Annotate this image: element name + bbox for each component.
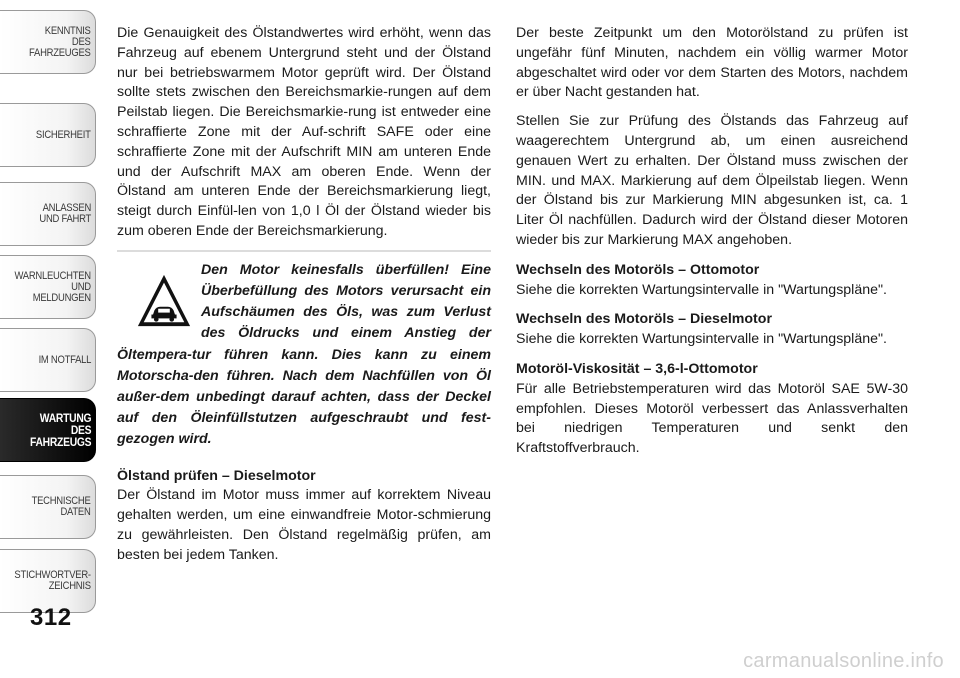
paragraph-check-procedure: Stellen Sie zur Prüfung des Ölstands das Fahrzeug auf waagerechtem Untergrund ab, um einen ausreichend genauen Wert zu erhalten. Der Ölstand muss zwischen der MIN. und MAX. Markierung auf dem Ölpeilstab liegen. Wenn der Ölstand bis zur Markierung MIN abgesunken ist, ca. 1 Liter Öl nachfüllen. Dadurch wird der Ölstand dieser Motoren wieder bis zur Markierung MAX angehoben. bbox=[516, 113, 908, 248]
tab-label: WARNLEUCHTEN UND MELDUNGEN bbox=[14, 269, 91, 304]
tab-label: STICHWORTVER- ZEICHNIS bbox=[14, 569, 91, 592]
tab-anlassen-und-fahrt[interactable] bbox=[0, 182, 96, 246]
section-heading-oil-change-diesel: Wechseln des Motoröls – Dieselmotor bbox=[516, 311, 772, 328]
tab-label: SICHERHEIT bbox=[36, 128, 91, 141]
tab-im-notfall[interactable] bbox=[0, 328, 96, 392]
section-heading-oil-viscosity: Motoröl-Viskosität – 3,6-l-Ottomotor bbox=[516, 360, 758, 377]
section-heading-oil-change-gasoline: Wechseln des Motoröls – Ottomotor bbox=[516, 261, 760, 278]
intro-paragraph: Die Genauigkeit des Ölstandwertes wird erhöht, wenn das Fahrzeug auf ebenem Untergrund steht und der Ölstand nur bei betriebswarmem Motor geprüft wird. Der Ölstand sollte stets zwischen den Bereichsmarkie-rungen auf dem Peilstab liegen. Die Bereichsmarkie-rung ist entweder eine schraffierte Zone mit der Auf-schrift SAFE oder eine schraffierte Zone mit der Aufschrift MIN am unteren Ende und der Aufschrift MAX am oberen Ende. Wenn der Ölstand am unteren Ende der Bereichsmarkierung liegt, steigt durch Einfül-len von 1,0 l Öl der Ölstand wieder bis zum oberen Ende der Bereichsmarkierung. bbox=[117, 25, 491, 239]
tab-wartung-des-fahrzeugs[interactable] bbox=[0, 398, 96, 462]
tab-kenntnis-des-fahrzeuges[interactable] bbox=[0, 10, 96, 74]
tab-label: TECHNISCHE DATEN bbox=[32, 495, 91, 518]
tab-sicherheit[interactable] bbox=[0, 103, 96, 167]
oil-viscosity-text: Für alle Betriebstemperaturen wird das Motoröl SAE 5W-30 empfohlen. Dieses Motoröl verbessert das Anlassverhalten bei niedrigen Temperaturen und senkt den Kraftstoffverbrauch. bbox=[516, 380, 908, 457]
right-column bbox=[516, 24, 908, 459]
section-heading-diesel-check: Ölstand prüfen – Dieselmotor bbox=[117, 467, 316, 484]
chapter-tab-sidebar bbox=[0, 0, 98, 600]
tab-technische-daten[interactable] bbox=[0, 475, 96, 539]
tab-label: IM NOTFALL bbox=[38, 353, 91, 366]
oil-change-diesel-text: Siehe die korrekten Wartungsintervalle in "Wartungspläne". bbox=[516, 331, 887, 348]
page-number: 312 bbox=[30, 604, 72, 631]
diesel-check-text: Der Ölstand im Motor muss immer auf korrektem Niveau gehalten werden, um eine einwandfreie Motor-schmierung zu gewährleisten. Den Ölstand regelmäßig prüfen, am besten bei jedem Tanken. bbox=[117, 487, 491, 563]
warning-triangle-icon bbox=[135, 272, 193, 330]
paragraph-best-time: Der beste Zeitpunkt um den Motorölstand zu prüfen ist ungefähr fünf Minuten, nachdem ein völlig warmer Motor abgeschaltet wird oder vor dem Starten des Motors, nachdem er über Nacht gestanden hat. bbox=[516, 25, 908, 101]
tab-label: ANLASSEN UND FAHRT bbox=[39, 202, 91, 225]
warning-text: Den Motor keinesfalls überfüllen! Eine Überbefüllung des Motors verursacht ein Aufschäumen des Öls, was zum Verlust des Öldrucks und einem Anstieg der Öltempera-tur führen kann. Dies kann zu einem Motorscha-den führen. Nach dem Nachfüllen von Öl außer-dem unbedingt darauf achten, dass der Deckel auf den Öleinfüllstutzen aufgeschraubt und fest-gezogen wird. bbox=[117, 261, 491, 448]
left-column bbox=[117, 24, 491, 566]
watermark: carmanualsonline.info bbox=[743, 650, 944, 672]
tab-label: WARTUNG DES FAHRZEUGS bbox=[29, 411, 91, 449]
tab-label: KENNTNIS DES FAHRZEUGES bbox=[29, 24, 91, 59]
warning-block bbox=[117, 250, 491, 451]
oil-change-gasoline-text: Siehe die korrekten Wartungsintervalle in "Wartungspläne". bbox=[516, 281, 887, 298]
tab-warnleuchten-und-meldungen[interactable] bbox=[0, 255, 96, 319]
